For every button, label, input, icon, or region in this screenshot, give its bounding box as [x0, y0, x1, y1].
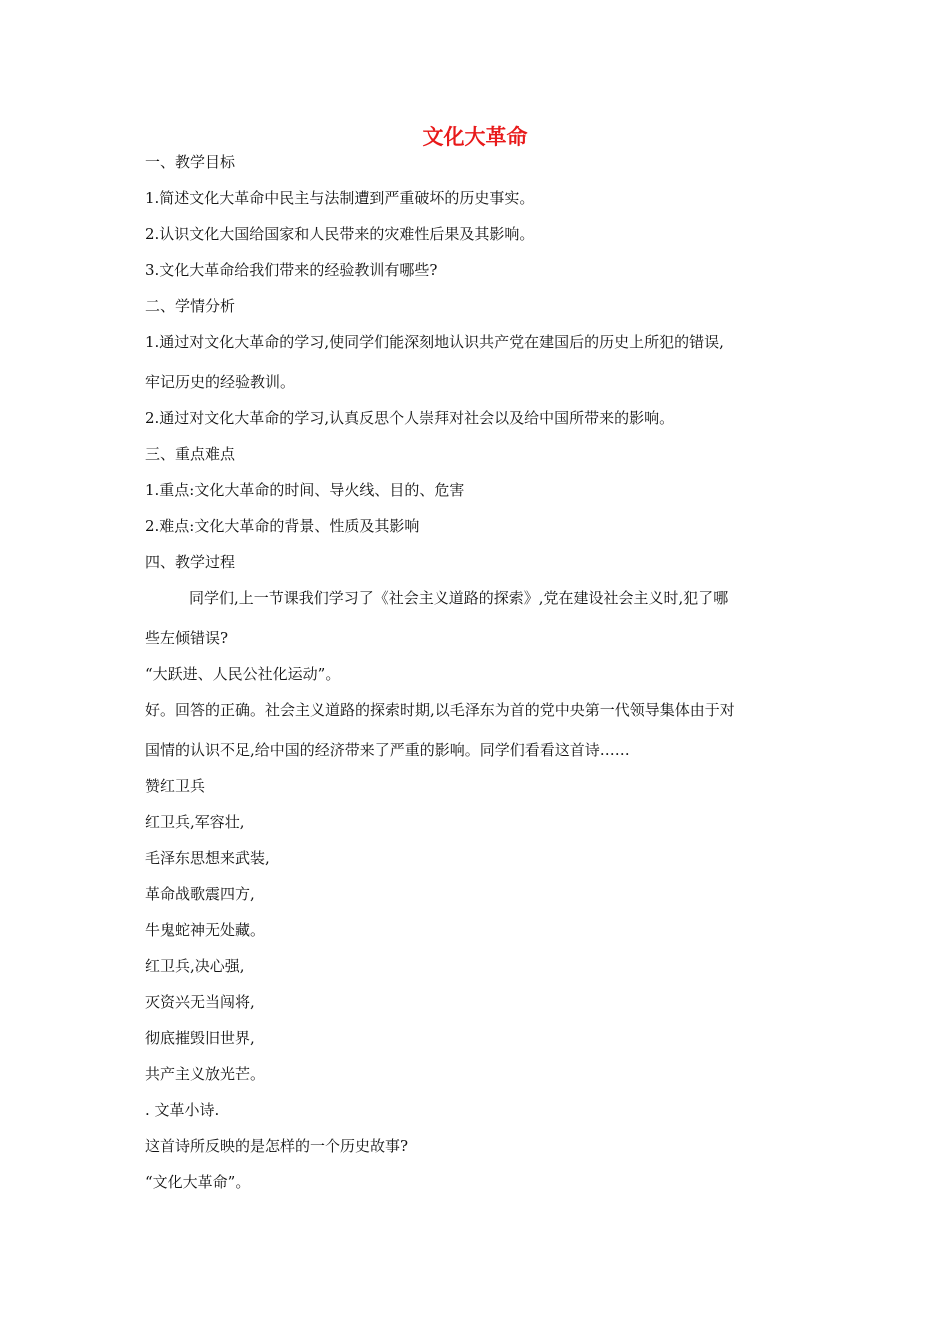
section-heading-key-points: 三、重点难点 [145, 445, 236, 463]
poem-line: 红卫兵,军容壮, [145, 813, 245, 831]
poem-title: 赞红卫兵 [145, 777, 206, 795]
process-line: 些左倾错误? [145, 629, 229, 647]
poem-source: . 文革小诗. [145, 1101, 220, 1119]
closing-answer: “文化大革命”。 [145, 1173, 251, 1191]
poem-line: 革命战歌震四方, [145, 885, 255, 903]
poem-line: 灭资兴无当闯将, [145, 993, 255, 1011]
poem-line: 共产主义放光芒。 [145, 1065, 266, 1083]
key-point-item: 1.重点:文化大革命的时间、导火线、目的、危害 [145, 481, 465, 499]
section-heading-objectives: 一、教学目标 [145, 153, 236, 171]
objective-item: 2.认识文化大国给国家和人民带来的灾难性后果及其影响。 [145, 225, 535, 243]
section-heading-analysis: 二、学情分析 [145, 297, 236, 315]
poem-line: 彻底摧毁旧世界, [145, 1029, 255, 1047]
poem-line: 红卫兵,决心强, [145, 957, 245, 975]
process-line: 同学们,上一节课我们学习了《社会主义道路的探索》,党在建设社会主义时,犯了哪 [189, 589, 729, 607]
objective-item: 1.简述文化大革命中民主与法制遭到严重破坏的历史事实。 [145, 189, 535, 207]
analysis-item: 牢记历史的经验教训。 [145, 373, 296, 391]
process-line: 国情的认识不足,给中国的经济带来了严重的影响。同学们看看这首诗…… [145, 741, 630, 759]
section-heading-process: 四、教学过程 [145, 553, 236, 571]
key-point-item: 2.难点:文化大革命的背景、性质及其影响 [145, 517, 420, 535]
document-title: 文化大革命 [422, 124, 528, 149]
poem-line: 牛鬼蛇神无处藏。 [145, 921, 266, 939]
process-line: 好。回答的正确。社会主义道路的探索时期,以毛泽东为首的党中央第一代领导集体由于对 [145, 701, 735, 719]
closing-question: 这首诗所反映的是怎样的一个历史故事? [145, 1137, 409, 1155]
document-body [145, 147, 815, 1203]
objective-item: 3.文化大革命给我们带来的经验教训有哪些? [145, 261, 438, 279]
poem-line: 毛泽东思想来武装, [145, 849, 270, 867]
process-line: “大跃进、人民公社化运动”。 [145, 665, 341, 683]
analysis-item: 1.通过对文化大革命的学习,使同学们能深刻地认识共产党在建国后的历史上所犯的错误, [145, 333, 724, 351]
analysis-item: 2.通过对文化大革命的学习,认真反思个人崇拜对社会以及给中国所带来的影响。 [145, 409, 675, 427]
